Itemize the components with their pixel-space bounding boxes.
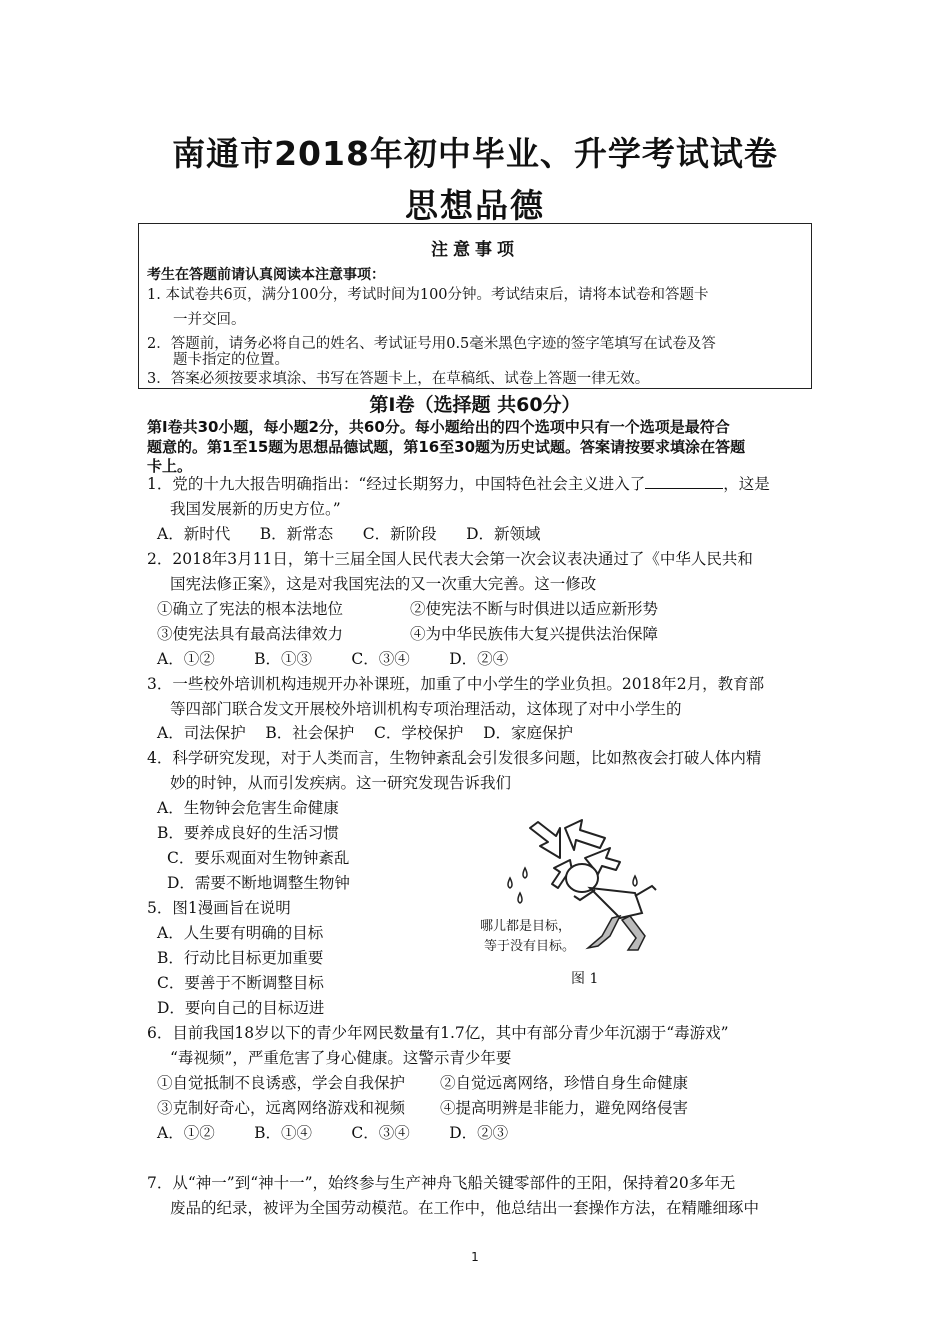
question-7-line: 7．从“神一”到“神十一”，始终参与生产神舟飞船关键零部件的王阳，保持着20多年无 <box>147 1174 736 1192</box>
question-6-options: A．①② B．①④ C．③④ D．②③ <box>157 1124 509 1142</box>
question-6-line-2: “毒视频”，严重危害了身心健康。这警示青少年要 <box>170 1049 512 1067</box>
cartoon-text-1: 哪儿都是目标， <box>480 919 572 934</box>
question-7-line-2: 废品的纪录，被评为全国劳动模范。在工作中，他总结出一套操作方法，在精雕细琢中 <box>170 1199 760 1217</box>
statement-4: ④提高明辨是非能力，避免网络侵害 <box>440 1099 689 1117</box>
cartoon-figure <box>470 818 680 958</box>
question-1-text: 1．党的十九大报告明确指出：“经过长期努力，中国特色社会主义进入了 <box>147 475 646 493</box>
cartoon-text-2: 等于没有目标。 <box>484 939 576 954</box>
option-b: B．要养成良好的生活习惯 <box>157 824 339 842</box>
statement-2: ②使宪法不断与时俱进以适应新形势 <box>410 600 659 618</box>
instruction-line: 第Ⅰ卷共30小题，每小题2分，共60分。每小题给出的四个选项中只有一个选项是最符合 <box>147 418 730 436</box>
question-5-line: 5．图1漫画旨在说明 <box>147 899 291 917</box>
instruction-line: 题意的。第1至15题为思想品德试题，第16至30题为历史试题。答案请按要求填涂在答题 <box>147 438 746 456</box>
exam-title: 南通市2018年初中毕业、升学考试试卷 <box>172 134 778 173</box>
question-2-options: A．①② B．①③ C．③④ D．②④ <box>157 650 509 668</box>
question-3-line: 3．一些校外培训机构违规开办补课班，加重了中小学生的学业负担。2018年2月，教育部 <box>147 675 765 693</box>
exam-subject: 思想品德 <box>405 186 545 225</box>
statement-1: ①自觉抵制不良诱惑，学会自我保护 <box>157 1074 406 1092</box>
option-d: D．需要不断地调整生物钟 <box>167 874 350 892</box>
statement-3: ③使宪法具有最高法律效力 <box>157 625 344 643</box>
question-1-line <box>147 472 770 494</box>
notice-box <box>138 223 812 389</box>
question-3-options: A．司法保护 B．社会保护 C．学校保护 D．家庭保护 <box>157 724 573 742</box>
notice-line-1: 1. 本试卷共6页，满分100分，考试时间为100分钟。考试结束后，请将本试卷和答题卡 <box>147 287 709 303</box>
notice-line-2: 2．答题前，请务必将自己的姓名、考试证号用0.5毫米黑色字迹的签字笔填写在试卷及答 <box>147 336 716 352</box>
option-a: A．生物钟会危害生命健康 <box>157 799 339 817</box>
instruction-line: 卡上。 <box>147 457 193 475</box>
notice-heading: 注意事项 <box>431 240 519 260</box>
option-c: C．要善于不断调整目标 <box>157 974 324 992</box>
question-1-text-end: ，这是 <box>723 475 770 493</box>
option-c: C．要乐观面对生物钟紊乱 <box>167 849 350 867</box>
question-1-line-2: 我国发展新的历史方位。” <box>170 500 341 518</box>
question-6-line: 6．目前我国18岁以下的青少年网民数量有1.7亿，其中有部分青少年沉溺于“毒游戏” <box>147 1024 729 1042</box>
page-number: 1 <box>471 1250 479 1264</box>
statement-4: ④为中华民族伟大复兴提供法治保障 <box>410 625 659 643</box>
option-b: B．行动比目标更加重要 <box>157 949 324 967</box>
figure-caption: 图 1 <box>571 971 599 987</box>
section-heading: 第Ⅰ卷（选择题 共60分） <box>369 394 581 416</box>
notice-line-3: 3．答案必须按要求填涂、书写在答题卡上，在草稿纸、试卷上答题一律无效。 <box>147 371 650 387</box>
notice-subheading: 考生在答题前请认真阅读本注意事项： <box>147 267 385 283</box>
question-1-options: A．新时代 B．新常态 C．新阶段 D．新领域 <box>157 525 541 543</box>
question-2-line-2: 国宪法修正案》，这是对我国宪法的又一次重大完善。这一修改 <box>170 575 597 593</box>
notice-line-2-cont: 题卡指定的位置。 <box>173 352 289 368</box>
question-4-line: 4．科学研究发现，对于人类而言，生物钟紊乱会引发很多问题，比如熬夜会打破人体内精 <box>147 749 762 767</box>
notice-line-1-cont: 一并交回。 <box>173 312 246 328</box>
question-3-line-2: 等四部门联合发文开展校外培训机构专项治理活动，这体现了对中小学生的 <box>170 700 682 718</box>
statement-1: ①确立了宪法的根本法地位 <box>157 600 344 618</box>
option-a: A．人生要有明确的目标 <box>157 924 324 942</box>
statement-3: ③克制好奇心，远离网络游戏和视频 <box>157 1099 406 1117</box>
statement-2: ②自觉远离网络，珍惜自身生命健康 <box>440 1074 689 1092</box>
answer-blank <box>645 474 723 489</box>
option-d: D．要向自己的目标迈进 <box>157 999 325 1017</box>
question-2-line: 2．2018年3月11日，第十三届全国人民代表大会第一次会议表决通过了《中华人民共和 <box>147 550 753 568</box>
question-4-line-2: 妙的时钟，从而引发疾病。这一研究发现告诉我们 <box>170 774 512 792</box>
